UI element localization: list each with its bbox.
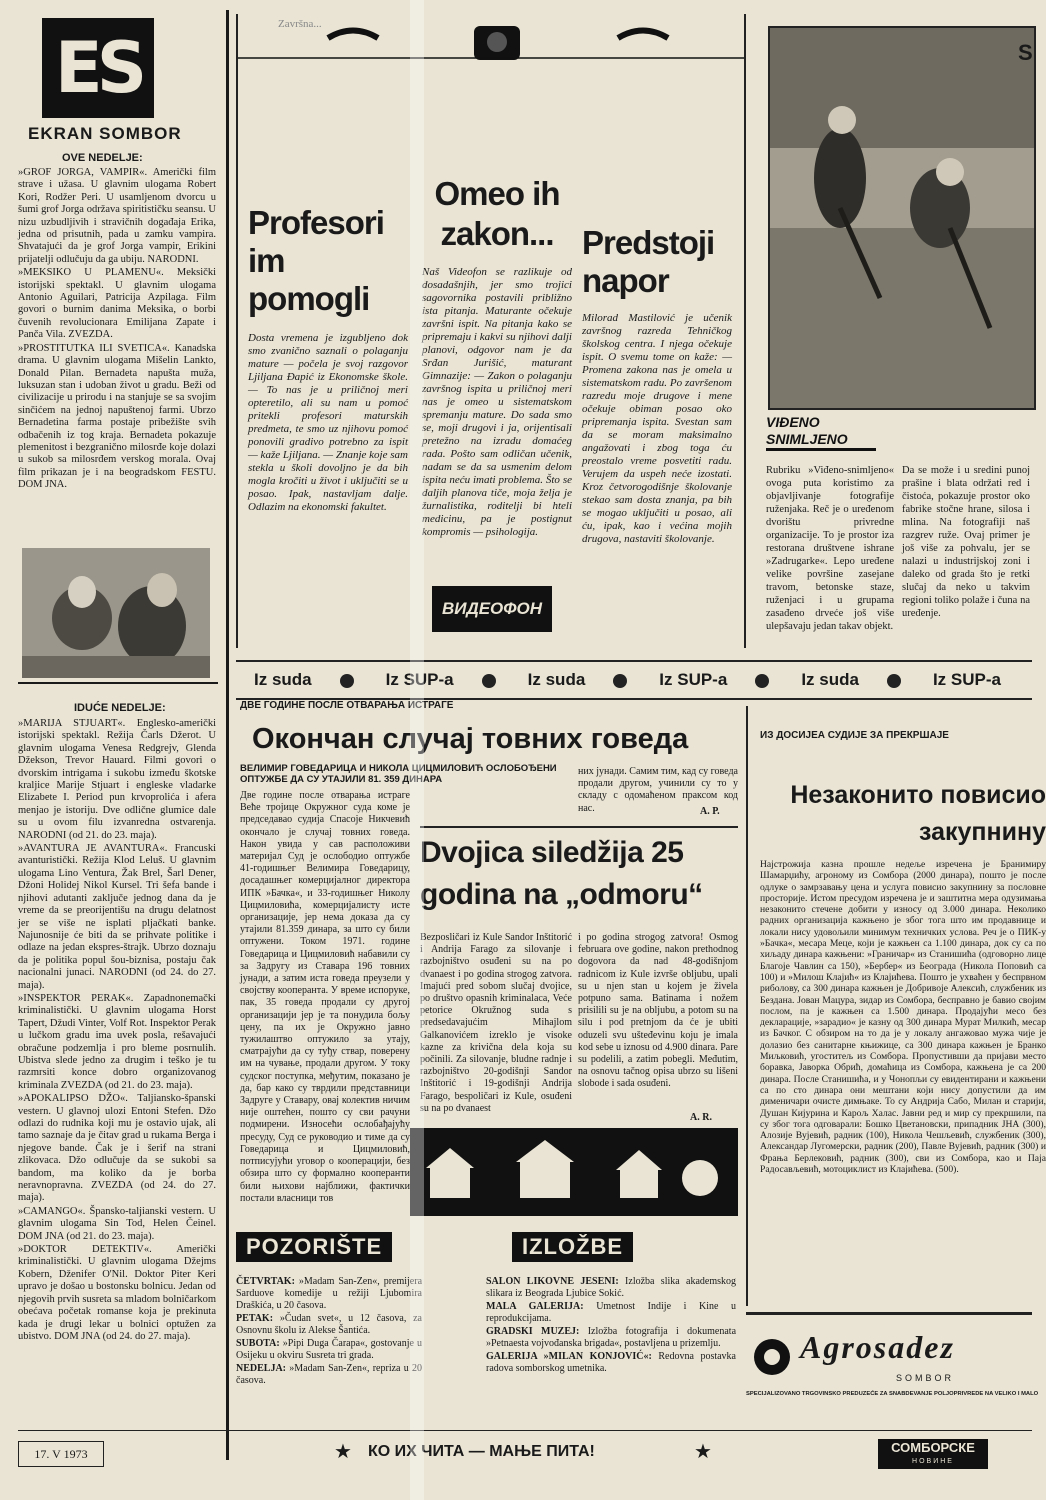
ekran-logo-letters: ES xyxy=(54,27,142,109)
list-item: »PROSTITUTKA ILI SVETICA«. Kanadska drama. U glavnim ulogama Mišelin Lankto, Donald Pilan. Bernadeta napušta muža, luksuzan stan i udoban život u gradu. Beži od civilizacije u prirodu i na stanjuje se sa svojim sinčićem na jednoj napuštenoj farmi. Ubrzo Bernadetina farma postaje pribežište svih odbačenih iz tog kraja. Bernadeta pokazuje plemenitost i bezgranično milosrđe koje dolazi u sukob sa milosrđem verskog morala. Ovaj film prikazan je i na beogradskom FESTU. DOM JNA. xyxy=(18,342,216,491)
footer-date: 17. V 1973 xyxy=(18,1441,104,1467)
dvojica-title: Dvojica siledžija 25 godina na „odmoru“ xyxy=(420,836,703,911)
bullet-icon xyxy=(340,674,354,688)
list-item: »CAMANGO«. Špansko-taljianski vestern. U glavnim ulogama Sin Tod, Helen Čeinel. DOM JNA (od 21. do 23. maja). xyxy=(18,1205,216,1242)
strip-item: Iz SUP-a xyxy=(385,670,454,689)
videofon-col-2 xyxy=(422,174,572,539)
strip-item: Iz suda xyxy=(801,670,859,689)
list-item: SALON LIKOVNE JESENI: Izložba slika akademskog slikara iz Beograda Ljubice Sokić. xyxy=(486,1276,737,1299)
cinema-photo xyxy=(22,548,210,678)
videofon-col1-body: Dosta vremena je izgubljeno dok smo zvanično saznali o polaganju mature — počela je svoj razgovor Ljiljana Đapić iz Ekonomske škole. — To nas je u priličnoj meri opteretilo, ali su nam u pomoć pritekli profesori maturskih predmeta, te smo uz njihovu pomoć ponovili gradivo potrebno za ispit — kaže Ljiljana. — Znanje koje sam stekla u školi dovoljno je da bih mogla kročiti u život i uključiti se u posao. Ipak, nastavljam dalje. Odlazim na ekonomski fakultet. xyxy=(248,332,408,513)
list-item: »INSPEKTOR PERAK«. Zapadnonemački kriminalistički. U glavnim ulogama Horst Tapert, Džudi Vinter, Volf Rot. Inspektor Perak u lučkom gradu ima uvek posla, rešavajući obračune podzemlja i pro bleme posrnulih. Ubistva slede jedno za drugim i teško je tu razmrsiti konce dobro organizovanog kriminala ZVEZDA (od 21. do 23. maja). xyxy=(18,992,216,1091)
cinema-photo-image xyxy=(22,548,210,678)
videno-section xyxy=(752,14,1032,648)
column-divider xyxy=(226,10,229,1460)
agrosadez-sub: SOMBOR xyxy=(896,1373,955,1383)
footer-paper-name: СОМБОРСКЕ xyxy=(891,1440,975,1455)
videno-text-left: Rubriku »Viđeno-snimljeno« ovoga puta koristimo za objavljivanje fotografije ruženjaka. Reč je o uređenom dvorištu privredne organizacije. To je prostor iza restorana društvene ishrane »Zadrugarke«. Lepo uređene velike površine zasejane travom, betonske staze, ruženjaci i u grupama zasađeno drveće još više ulepšavaju jedan takav objekt. xyxy=(766,465,894,632)
bullet-icon xyxy=(613,674,627,688)
bullet-icon xyxy=(887,674,901,688)
strip-item: Iz suda xyxy=(254,670,312,689)
ekran-next-week-heading: IDUĆE NEDELJE: xyxy=(74,702,166,714)
list-item: SUBOTA: »Pipi Duga Čarapa«, gostovanje u Osijeku u okviru Susreta tri grada. xyxy=(236,1338,423,1361)
strip-item: Iz suda xyxy=(527,670,586,689)
bullet-icon xyxy=(755,674,769,688)
star-icon: ★ xyxy=(334,1441,352,1463)
videofon-logo xyxy=(432,586,552,632)
village-illustration-image xyxy=(410,1128,738,1216)
videofon-logo-text: ВИДЕОФОН xyxy=(441,599,543,618)
sud-subtitle: ВЕЛИМИР ГОВЕДАРИЦА И НИКОЛА ЦИЦМИЛОВИЋ ОСЛОБОЂЕНИ ОПТУЖБЕ ДА СУ УТАЈИЛИ 81. 359 ДИНАРА xyxy=(240,763,557,785)
ekran-divider xyxy=(18,682,218,684)
ekran-title: EKRAN SOMBOR xyxy=(28,124,182,143)
court-strip xyxy=(236,660,1032,700)
list-item: GALERIJA »MILAN KONJOVIĆ«: Redovna postavka radova somborskog umetnika. xyxy=(486,1351,736,1374)
ekran-next-week-list xyxy=(18,718,216,1344)
garden-photo-image xyxy=(770,28,1034,408)
dvojica-body-left: Bezposličari iz Kule Sandor Inštitorić i Andrija Farago za silovanje i razbojništvo osuđeni su na po dvanaest i po godina strogog zatvora. Imajući pred sobom slučaj dvojice, po društvo opasnih kriminalaca, Veće petorice Okružnog suda s predsedavajućim Mihajlom Galkanovićem izreklo je visoke kazne za krivična dela koja su počinili. Za silovanje, bludne radnje i razbojništvo 20-godišnji Sandor Inštitorić i 19-godišnji Andrija Farago, bespoličari iz Kule, osuđeni su na po dvanaest xyxy=(420,932,572,1114)
footer-paper xyxy=(878,1439,988,1469)
agrosadez-tagline: SPECIJALIZOVANO TRGOVINSKO PREDUZEĆE ZA SNABDEVANJE POLJOPRIVREDE NA VELIKO I MALO xyxy=(746,1391,1039,1397)
videno-text-right: Da se može i u sredini punoj prašine i blata održati red i čistoća, pokazuje prostor oko fabrike stočne hrane, silosa i mlina. Na fotografiji naš razgrev ruže. Ovaj primer je još više za pohvalu, jer se nalazi u industrijskoj zoni i daleko od grada što je retki slučaj da neko u takvim regioni toliko polaže i čuna na uređenje. xyxy=(902,465,1030,619)
strip-item: Iz SUP-a xyxy=(932,670,1001,689)
list-item: ČETVRTAK: »Madam San-Zen«, premijera Sarduove komedije u režiji Ljubomira Draškića, u 20 časova. xyxy=(236,1276,423,1311)
ekran-logo xyxy=(42,18,154,118)
dvojica-article xyxy=(420,826,738,916)
videofon-col3-title: Predstoji napor xyxy=(582,224,715,299)
ekran-this-week-heading: OVE NEDELJE: xyxy=(62,152,143,164)
right-edge-letter: S xyxy=(1018,40,1033,65)
sudija-kicker: ИЗ ДОСИЈЕА СУДИЈЕ ЗА ПРЕКРШАЈЕ xyxy=(760,730,949,741)
garden-photo xyxy=(768,26,1036,410)
agrosadez-name: Agrosadez xyxy=(800,1329,955,1365)
pozoriste-section xyxy=(236,1232,496,1388)
footer xyxy=(18,1430,1032,1479)
sudija-article xyxy=(746,706,1046,1306)
list-item: »DOKTOR DETEKTIV«. Američki kriminalistički. U glavnim ulogama Džejms Kobern, Dženifer O'Nil. Doktor Piter Keri upravo je došao u bostonsku bolnicu. Jedan od njegovih prvih susreta sa mladom bolničarkom obećava početak romanse koja je prekinuta kada je drugi lekar u bolnici optužen za ubistvo. DOM JNA (od 24. do 27. maja). xyxy=(18,1244,216,1342)
telephone-icon xyxy=(238,18,744,78)
village-illustration xyxy=(410,1128,738,1216)
sud-title: Окончан случај товних говеда xyxy=(252,723,689,755)
sudija-body: Најстрожија казна прошле недеље изречена је Бранимиру Шамарџићу, агроному из Сомбора (2000 динара), пошто је после одлуке о замрзавању цена и услуга повисио закупнину за пословне просторије. Истом пресудом изречена је и заштитна мера одузимања незаконито стечене добити у износу од 3.000 динара. Неколико радних организација кажњено је због тога што им продавнице и локали нису удовољили минимум техничких услова. Реч је о ПИК-у »Бачка«, месара Меце, који је кажњен са 1.100 динара, док су са по хиљаду динара кажњени: »Граничар« из Станишића (одговорно лице Благоје Чавлин са 150), »Бербер« из Београда (Никола Поповић са 100) и »Милош Клајић« из Клајићева. Пошто је ухваћен у беспрвном риболову, са 300 динара кажњен је Добривоје Алексић, службеник из Бездана. Јован Мацура, зидар из Сомбора, бесправно је бавио својим послом, па је кажњен са 1.500 динара. Продајући месо без декларације, »зарадио« је казну од 300 динара Мурат Милкић, месар из Бачког. С обзиром на то да је у локалу ангажовао мужа чије је долазио без санитарне књижице, са 300 динара кажњен је Бранко Миљковић, угоститељ из Сомбора. Пропустивши да пријави место боравка, Јаворка Обрић, домаћица из Сомбора, кажњена је са 200 динара. После Станишића, и у Чонопљи су евидентирани и кажњени са по сто динара они мештани који нису допустили да им дименичари очисте димњаке. То су Андрија Сабо, Милан и старији, Душан Кијурина и Карољ Халас. Јавни ред и мир су прекршили, па су због тога одговарали: Бошко Цветановски, припадник ЈНА (300), Алозије Вујевић, радник (100), Никола Чешљевић, службеник (300), Александар Лугомерски, радник (200), Павле Вујевић, радник (300) и Фрања Берлековић, радник (300), сви из Сомбора, као и Паја Радосављевић, мотоциклист из Клајићева. (500). xyxy=(760,859,1046,1176)
sud-body-right: них јунади. Самим тим, кад су говеда продали другом, учинили су то у складу с одомаћеном праксом код нас. xyxy=(578,766,738,814)
star-icon: ★ xyxy=(694,1441,712,1463)
agrosadez-ad xyxy=(746,1312,1039,1425)
list-item: »MEKSIKO U PLAMENU«. Meksički istorijski spektakl. U glavnim ulogama Antonio Aguilari, Patricija Azpilaga. Film govori o burnim danima Meksika, o borbi čuvenih revolucionara Emilijana Zapate i Panča Vila. ZVEZDA. xyxy=(18,267,216,341)
page-fold xyxy=(410,0,424,1500)
pozoriste-list xyxy=(236,1276,422,1387)
list-item: »MARIJA STJUART«. Englesko-američki istorijski spektakl. Režija Čarls Džerot. U glavnim ulogama Venesa Redgrejv, Glenda Džekson, Trevor Hauard. Filmi govori o dvorskim intrigama i sukobu između škotske kraljice Marije Stjuart i engleske vladarke Elizabete I. Period pun krvoprolića i afera menjao je istoriju. Dve odlične glumice dale su u ovom filu izvanredna ostvarenja. NARODNI (od 21. do 23. maja). xyxy=(18,718,216,841)
ekran-column xyxy=(18,18,216,1458)
videofon-top-text: Završna... xyxy=(278,18,322,30)
videofon-col1-title: Profesori im pomogli xyxy=(248,204,384,317)
strip-item: Iz SUP-a xyxy=(659,670,728,689)
sud-author: А. Р. xyxy=(700,806,720,817)
pozoriste-title: POZORIŠTE xyxy=(236,1232,392,1262)
dvojica-author: A. R. xyxy=(690,1112,712,1123)
list-item: »GROF JORGA, VAMPIR«. Američki film strave i užasa. U glavnim ulogama Robert Kori, Rodžer Peri. U usamljenom dvorcu u šumi grof Jorga održava spiritističku seansu. U nizu uzbudljivih i stravičnih događaja Erika, jedna od prisutnih, pada u zamku vampira. Shvatajući da je grof Jorga vampir, Erikini prijatelji odlučuju da ga ubiju. NARODNI. xyxy=(18,167,216,265)
list-item: »APOKALIPSO DŽO«. Taljiansko-španski vestern. U glavnoj ulozi Entoni Stefen. Džo odlazi do rudnika koji mu je ostavio ujak, ali tamo saznaje da je čitav grad u rukama Berga i njegove bande. Čak je i šerif na strani zlikovaca. Džo odlučuje da se sukobi sa bandom, ma koliko da je borba neravnopravna. ZVEZDA (od 24. do 27. maja). xyxy=(18,1093,216,1204)
footer-motto: КО ИХ ЧИТА — МАЊЕ ПИТА! xyxy=(368,1443,595,1460)
ekran-this-week-list xyxy=(18,167,216,492)
dvojica-body-right: i po godina strogog zatvora! Osmog februara ove godine, nakon prethodnog dogovora da nad 48-godišnjom radnicom iz Kule izvrše oblјubu, upali su u njen stan u kojem je živela potpuno sama. Batinama i nožem prisilili su je na oblјubu, a potom su na silu i pod pretnjom da će je ubiti oduzeli svu ušteđevinu koju je imala kod sebe u iznosu od 4.900 dinara. Pare su podelili, a zatim pobegli. Međutim, na osnovu tačnog opisa ubrzo su lišeni slobode i sada osuđeni. xyxy=(578,932,738,1090)
videofon-col-3 xyxy=(582,224,732,546)
videofon-col3-body: Milorad Mastilović je učenik završnog razreda Tehničkog školskog centra. I njega očekuje ispit. O svemu tome on kaže: — Promena zakona nas je omela u sistematskom radu. Po završenom razredu moje drugove i mene očekuje obiman posao oko pripremanja ispita. Svestan sam da se moram maksimalno angažovati i zbog toga ću preostalo vreme posvetiti radu. Verujem da uspeh neće izostati. Kroz četvorogodišnje školovanje stekao sam dosta znanja, pa bih se mogao uključiti u posao, ali ću, ipak, kao i većina mojih drugova, nastaviti školovanje. xyxy=(582,312,732,545)
izlozbe-section xyxy=(486,1232,736,1376)
videno-logo-text: VIĐENO SNIMLJENO xyxy=(766,414,876,451)
sud-body-left: Две године после отварања истраге Веће тројице Окружног суда коме је председавао судија Спасоје Никчевић окончало је случај товних говеда. Након увида у сав расположиви материјал Суд је ослободио оптужбе 41-годишњег Велимира Говедарицу, досадашњег комерцијалног директора ИПК »Бачка«, и 33-годишњег Николу Цицмиловића, комерцијалисту исте организације, јер нема доказа да су утајили 81.359 динара, за што су били оптужени. Током 1971. године Говедарица и Цицмиловић набавили су за Задругу из Ставара 196 товних јунади, а затим иста говеда преузели у својству кооперанта. У време испоруке, пак, 35 говеда продали су другој организацији јер је та понудила бољу цену, па их је Окружно јавно тужилаштво оптужило за утају, сматрајући да су туђу ствар, поверену им на чување, продали другом. У току судског поступка, међутим, показано је да, бар како су тврдили представници Задруге у Ставару, овај колектив ничим није оштећен, пошто су сви рачуни подмирени. Износећи ослобађајућу пресуду, Суд се руководио и тиме да су Говедарица и Цицмиловић, потписујући уговор о кооперацији, без обзира што су формално кооперанти били њихови најближи, фактички постали власници тов xyxy=(240,790,410,1204)
list-item: PETAK: »Čudan svet«, u 12 časova, za Osnovnu školu iz Alekse Šantića. xyxy=(236,1313,422,1336)
list-item: NEDELJA: »Madam San-Zen«, repriza u 20 časova. xyxy=(236,1363,422,1386)
videno-logo xyxy=(766,414,876,454)
videofon-section xyxy=(236,14,746,648)
izlozbe-title: IZLOŽBE xyxy=(512,1232,633,1262)
videofon-col2-body: Naš Videofon se razlikuje od dosadašnjih, jer smo trojici sagovornika postavili približno ista pitanja. Maturante očekuje završni ispit. Na pitanja kako se pripremaju i kakvi su njihovi dalji planovi, odgovor nam je da Srđan Jurišić, maturant Gimnazije: — Zakon o polaganju završnog ispita u priličnoj meri nas je omeo u sistematskom spremanju mature. Do sada smo se, moji drugovi i ja, orijentisali pretežno na izradu domaćeg rada. Pošto sam odličan učenik, nadam se da sa usmenim delom ispita neću imati problema. Što se daljih planova tiče, moja želja je žurnalistika, roditelji bi hteli medicinu, pa je postignut kompromis — psihologija. xyxy=(422,266,572,538)
list-item: GRADSKI MUZEJ: Izložba fotografija i dokumenata »Petnaesta vojvođanska brigada«, postavljena u prizemlju. xyxy=(486,1326,737,1349)
footer-paper-sub: НОВИНЕ xyxy=(912,1458,954,1465)
videofon-col-1 xyxy=(248,204,408,514)
bullet-icon xyxy=(482,674,496,688)
izlozbe-list xyxy=(486,1276,736,1375)
list-item: MALA GALERIJA: Umetnost Indije i Kine u reprodukcijama. xyxy=(486,1301,736,1324)
videofon-col2-title: Omeo ih zakon... xyxy=(434,175,560,252)
agrosadez-logo-icon xyxy=(752,1337,792,1377)
list-item: »AVANTURA JE AVANTURA«. Francuski avanturistički. Režija Klod Leluš. U glavnim ulogama Lino Ventura, Žak Brel, Šarl Dener, Džoni Holidej Nikol Kursel. Tri šefa bande i njihovi adutanti zaključe jednog dana da je vreme da se preorijentišu na drugu delatnost jer se više ne isplati pljačkati banke. Najunosnije će biti da se prihvate politike i odlaze na jedan ekspres-štrajk. Ubrzo doznaju da je politika popul šou-biznisa, postaju čak nacionalni junaci. NARODNI (od 24. do 27. maja). xyxy=(18,843,216,991)
sud-kicker: ДВЕ ГОДИНЕ ПОСЛЕ ОТВАРАЊА ИСТРАГЕ xyxy=(240,700,454,711)
sudija-title: Незаконито повисио закупнину xyxy=(790,781,1046,846)
